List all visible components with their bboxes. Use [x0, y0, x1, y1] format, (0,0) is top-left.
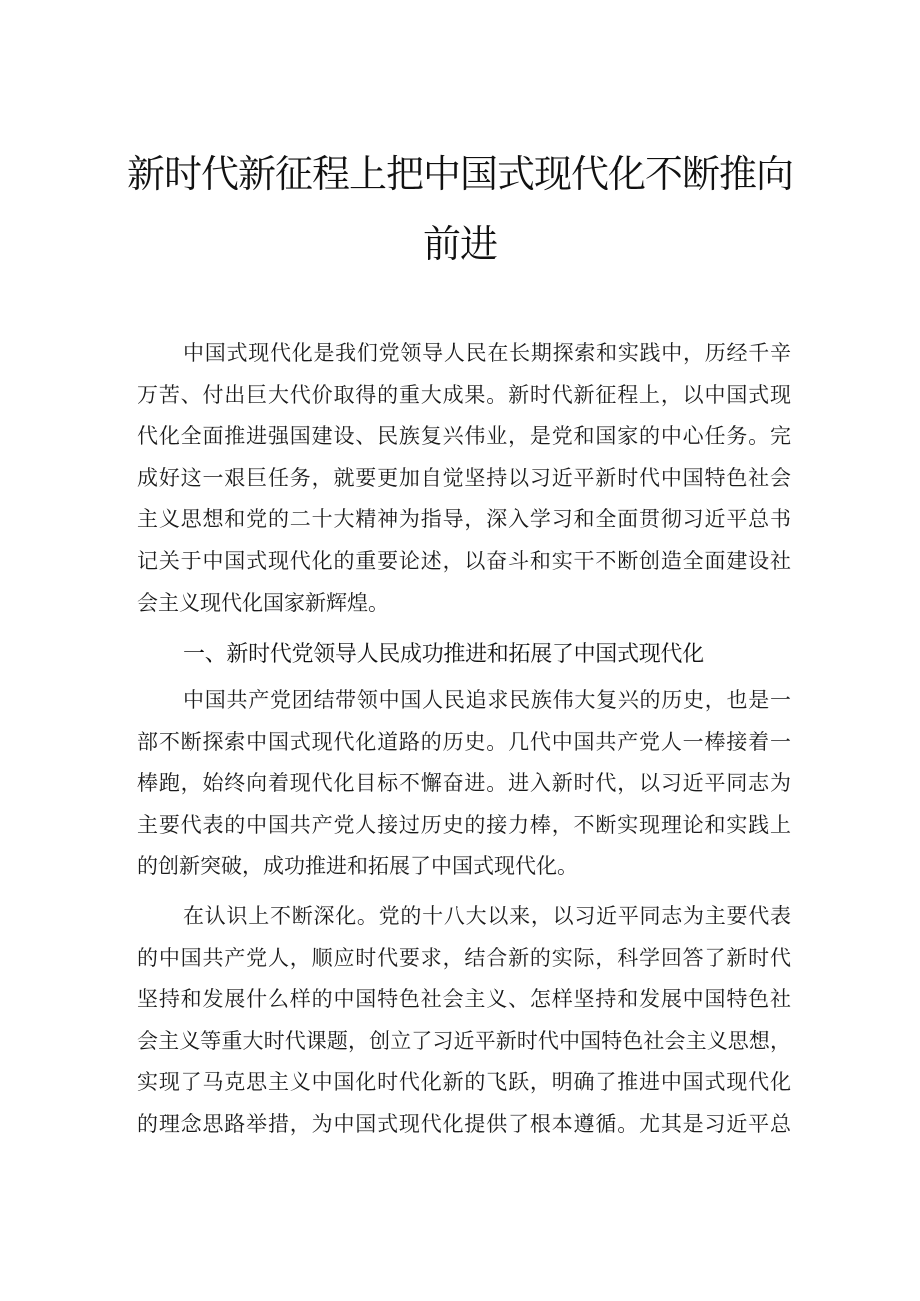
- paragraph-line: 的创新突破，成功推进和拓展了中国式现代化。: [137, 854, 578, 879]
- paragraph-1: [137, 333, 791, 624]
- paragraph-2: [137, 680, 791, 888]
- paragraph-line: 实现了马克思主义中国化时代化新的飞跃，明确了推进中国式现代化: [137, 1070, 791, 1095]
- paragraph-line: 万苦、付出巨大代价取得的重大成果。新时代新征程上，以中国式现: [137, 382, 791, 407]
- paragraph-line: 代化全面推进强国建设、民族复兴伟业，是党和国家的中心任务。完: [137, 424, 791, 449]
- paragraph-line: 坚持和发展什么样的中国特色社会主义、怎样坚持和发展中国特色社: [137, 987, 791, 1012]
- paragraph-line: 主要代表的中国共产党人接过历史的接力棒，不断实现理论和实践上: [137, 812, 791, 837]
- paragraph-line: 中国共产党团结带领中国人民追求民族伟大复兴的历史，也是一: [183, 688, 791, 712]
- paragraph-line: 主义思想和党的二十大精神为指导，深入学习和全面贯彻习近平总书: [137, 507, 791, 532]
- paragraph-3: [137, 896, 791, 1146]
- paragraph-line: 在认识上不断深化。党的十八大以来，以习近平同志为主要代表: [183, 904, 791, 928]
- section-heading-1: 一、新时代党领导人民成功推进和拓展了中国式现代化: [183, 642, 704, 667]
- paragraph-line: 的中国共产党人，顺应时代要求，结合新的实际，科学回答了新时代: [137, 945, 791, 970]
- paragraph-line: 成好这一艰巨任务，就要更加自觉坚持以习近平新时代中国特色社会: [137, 465, 791, 490]
- paragraph-line: 部不断探索中国式现代化道路的历史。几代中国共产党人一棒接着一: [137, 729, 791, 754]
- paragraph-line: 会主义等重大时代课题，创立了习近平新时代中国特色社会主义思想，: [137, 1028, 791, 1053]
- paragraph-line: 中国式现代化是我们党领导人民在长期探索和实践中，历经千辛: [183, 341, 791, 365]
- document-title-line-2: 前进: [422, 222, 497, 266]
- paragraph-line: 会主义现代化国家新辉煌。: [137, 590, 389, 615]
- paragraph-line: 棒跑，始终向着现代化目标不懈奋进。进入新时代，以习近平同志为: [137, 771, 791, 796]
- paragraph-line: 的理念思路举措，为中国式现代化提供了根本遵循。尤其是习近平总: [137, 1111, 791, 1136]
- document-title-line-1: 新时代新征程上把中国式现代化不断推向: [126, 152, 793, 196]
- paragraph-line: 记关于中国式现代化的重要论述，以奋斗和实干不断创造全面建设社: [137, 548, 791, 573]
